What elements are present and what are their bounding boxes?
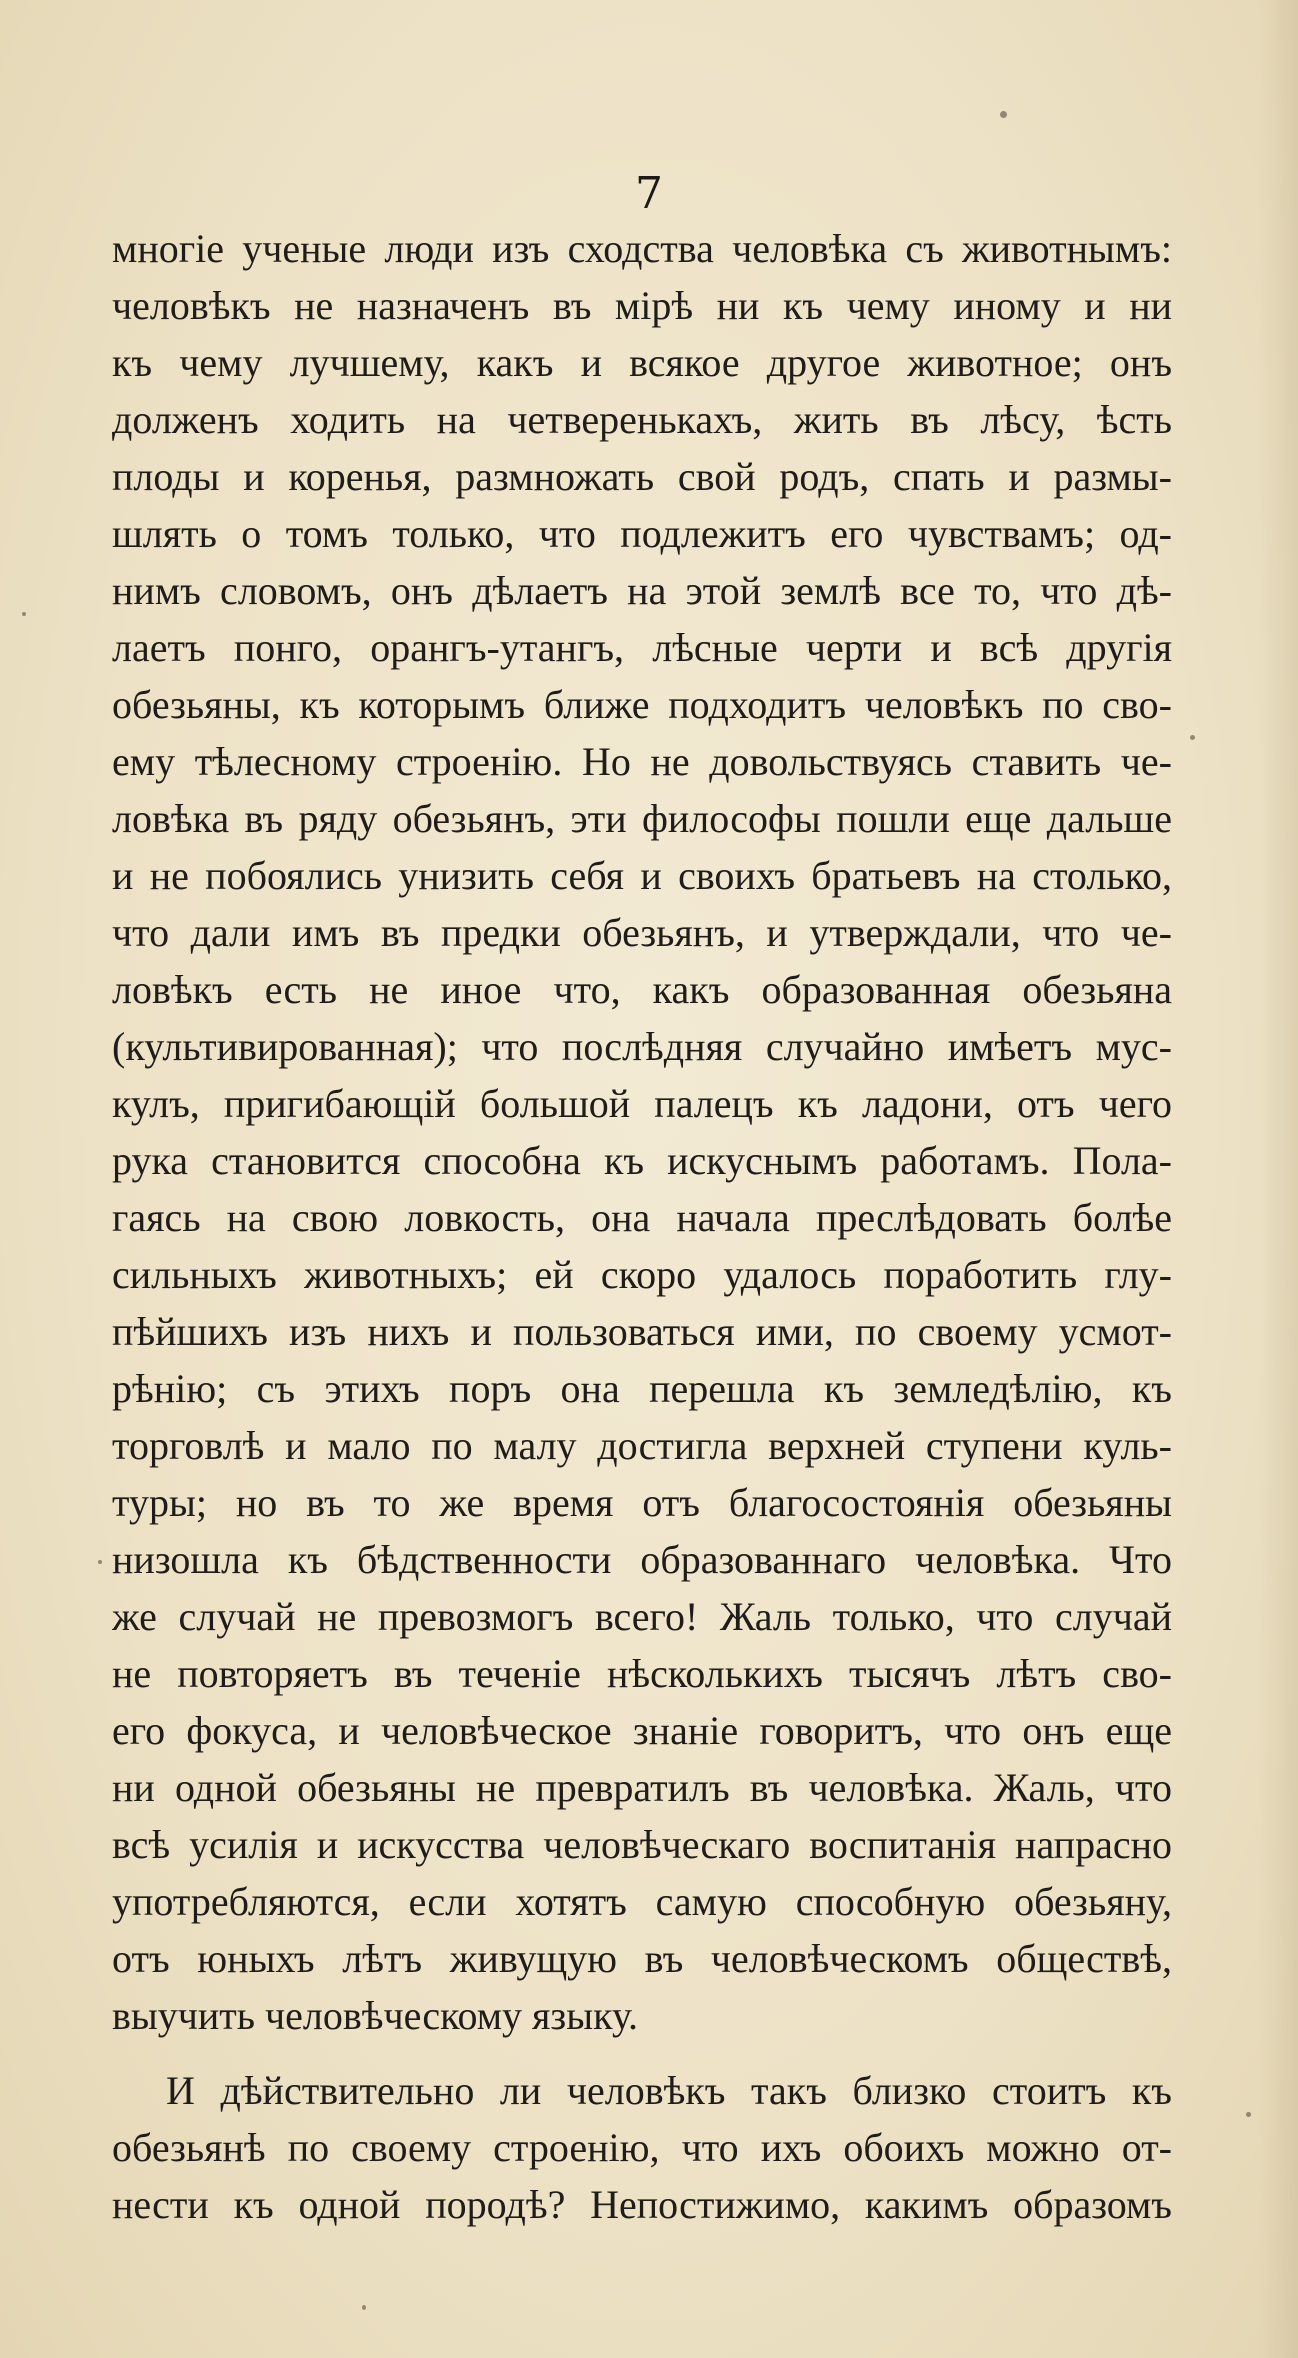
text-line: къ чему лучшему, какъ и всякое другое животное; онъ bbox=[112, 340, 1172, 385]
text-line: И дѣйствительно ли человѣкъ такъ близко стоитъ къ bbox=[166, 2068, 1172, 2113]
text-line: (культивированная); что послѣдняя случайно имѣетъ мус- bbox=[112, 1024, 1172, 1069]
text-line: рѣнію; съ этихъ поръ она перешла къ земледѣлію, къ bbox=[112, 1366, 1172, 1411]
paragraph-gap bbox=[112, 2044, 1172, 2062]
text-line: отъ юныхъ лѣтъ живущую въ человѣческомъ обществѣ, bbox=[112, 1936, 1172, 1981]
text-line: обезьянѣ по своему строенію, что ихъ обоихъ можно от- bbox=[112, 2125, 1172, 2170]
text-line: лаетъ понго, орангъ-утангъ, лѣсные черти и всѣ другія bbox=[112, 625, 1172, 670]
paper-speck bbox=[1000, 111, 1007, 118]
paper-speck bbox=[22, 612, 26, 616]
text-line: же случай не превозмогъ всего! Жаль только, что случай bbox=[112, 1594, 1172, 1639]
paper-speck bbox=[1190, 735, 1195, 740]
paper-speck bbox=[362, 2305, 366, 2310]
text-line: ловѣкъ есть не иное что, какъ образованная обезьяна bbox=[112, 967, 1172, 1012]
text-line: плоды и коренья, размножать свой родъ, спать и размы- bbox=[112, 454, 1172, 499]
page-edge-shadow bbox=[1258, 0, 1298, 2358]
text-line: кулъ, пригибающій большой палецъ къ ладони, отъ чего bbox=[112, 1081, 1172, 1126]
text-line: сильныхъ животныхъ; ей скоро удалось поработить глу- bbox=[112, 1252, 1172, 1297]
text-line: рука становится способна къ искуснымъ работамъ. Пола- bbox=[112, 1138, 1172, 1183]
paper-speck bbox=[1246, 2112, 1251, 2117]
text-line: не повторяетъ въ теченіе нѣсколькихъ тысячъ лѣтъ сво- bbox=[112, 1651, 1172, 1696]
paper-speck bbox=[98, 1560, 102, 1564]
text-line: нимъ словомъ, онъ дѣлаетъ на этой землѣ все то, что дѣ- bbox=[112, 568, 1172, 613]
text-line: пѣйшихъ изъ нихъ и пользоваться ими, по своему усмот- bbox=[112, 1309, 1172, 1354]
text-line: человѣкъ не назначенъ въ мірѣ ни къ чему иному и ни bbox=[112, 283, 1172, 328]
body-text bbox=[112, 220, 1172, 2233]
text-line: ему тѣлесному строенію. Но не довольствуясь ставить че- bbox=[112, 739, 1172, 784]
text-line: шлять о томъ только, что подлежитъ его чувствамъ; од- bbox=[112, 511, 1172, 556]
text-line: нести къ одной породѣ? Непостижимо, какимъ образомъ bbox=[112, 2182, 1172, 2227]
text-line: долженъ ходить на четверенькахъ, жить въ лѣсу, ѣсть bbox=[112, 397, 1172, 442]
text-line: ловѣка въ ряду обезьянъ, эти философы пошли еще дальше bbox=[112, 796, 1172, 841]
text-line: обезьяны, къ которымъ ближе подходитъ человѣкъ по сво- bbox=[112, 682, 1172, 727]
text-line: что дали имъ въ предки обезьянъ, и утверждали, что че- bbox=[112, 910, 1172, 955]
text-line: его фокуса, и человѣческое знаніе говоритъ, что онъ еще bbox=[112, 1708, 1172, 1753]
text-line: выучить человѣческому языку. bbox=[112, 1993, 638, 2038]
text-line: многіе ученые люди изъ сходства человѣка съ животнымъ: bbox=[112, 226, 1172, 271]
text-line: торговлѣ и мало по малу достигла верхней ступени куль- bbox=[112, 1423, 1172, 1468]
page-number: 7 bbox=[635, 168, 663, 219]
text-line: и не побоялись унизить себя и своихъ братьевъ на столько, bbox=[112, 853, 1172, 898]
text-line: употребляются, если хотятъ самую способную обезьяну, bbox=[112, 1879, 1172, 1924]
text-line: всѣ усилія и искусства человѣческаго воспитанія напрасно bbox=[112, 1822, 1172, 1867]
text-line: низошла къ бѣдственности образованнаго человѣка. Что bbox=[112, 1537, 1172, 1582]
text-line: гаясь на свою ловкость, она начала преслѣдовать болѣе bbox=[112, 1195, 1172, 1240]
text-line: туры; но въ то же время отъ благосостоянія обезьяны bbox=[112, 1480, 1172, 1525]
text-line: ни одной обезьяны не превратилъ въ человѣка. Жаль, что bbox=[112, 1765, 1172, 1810]
